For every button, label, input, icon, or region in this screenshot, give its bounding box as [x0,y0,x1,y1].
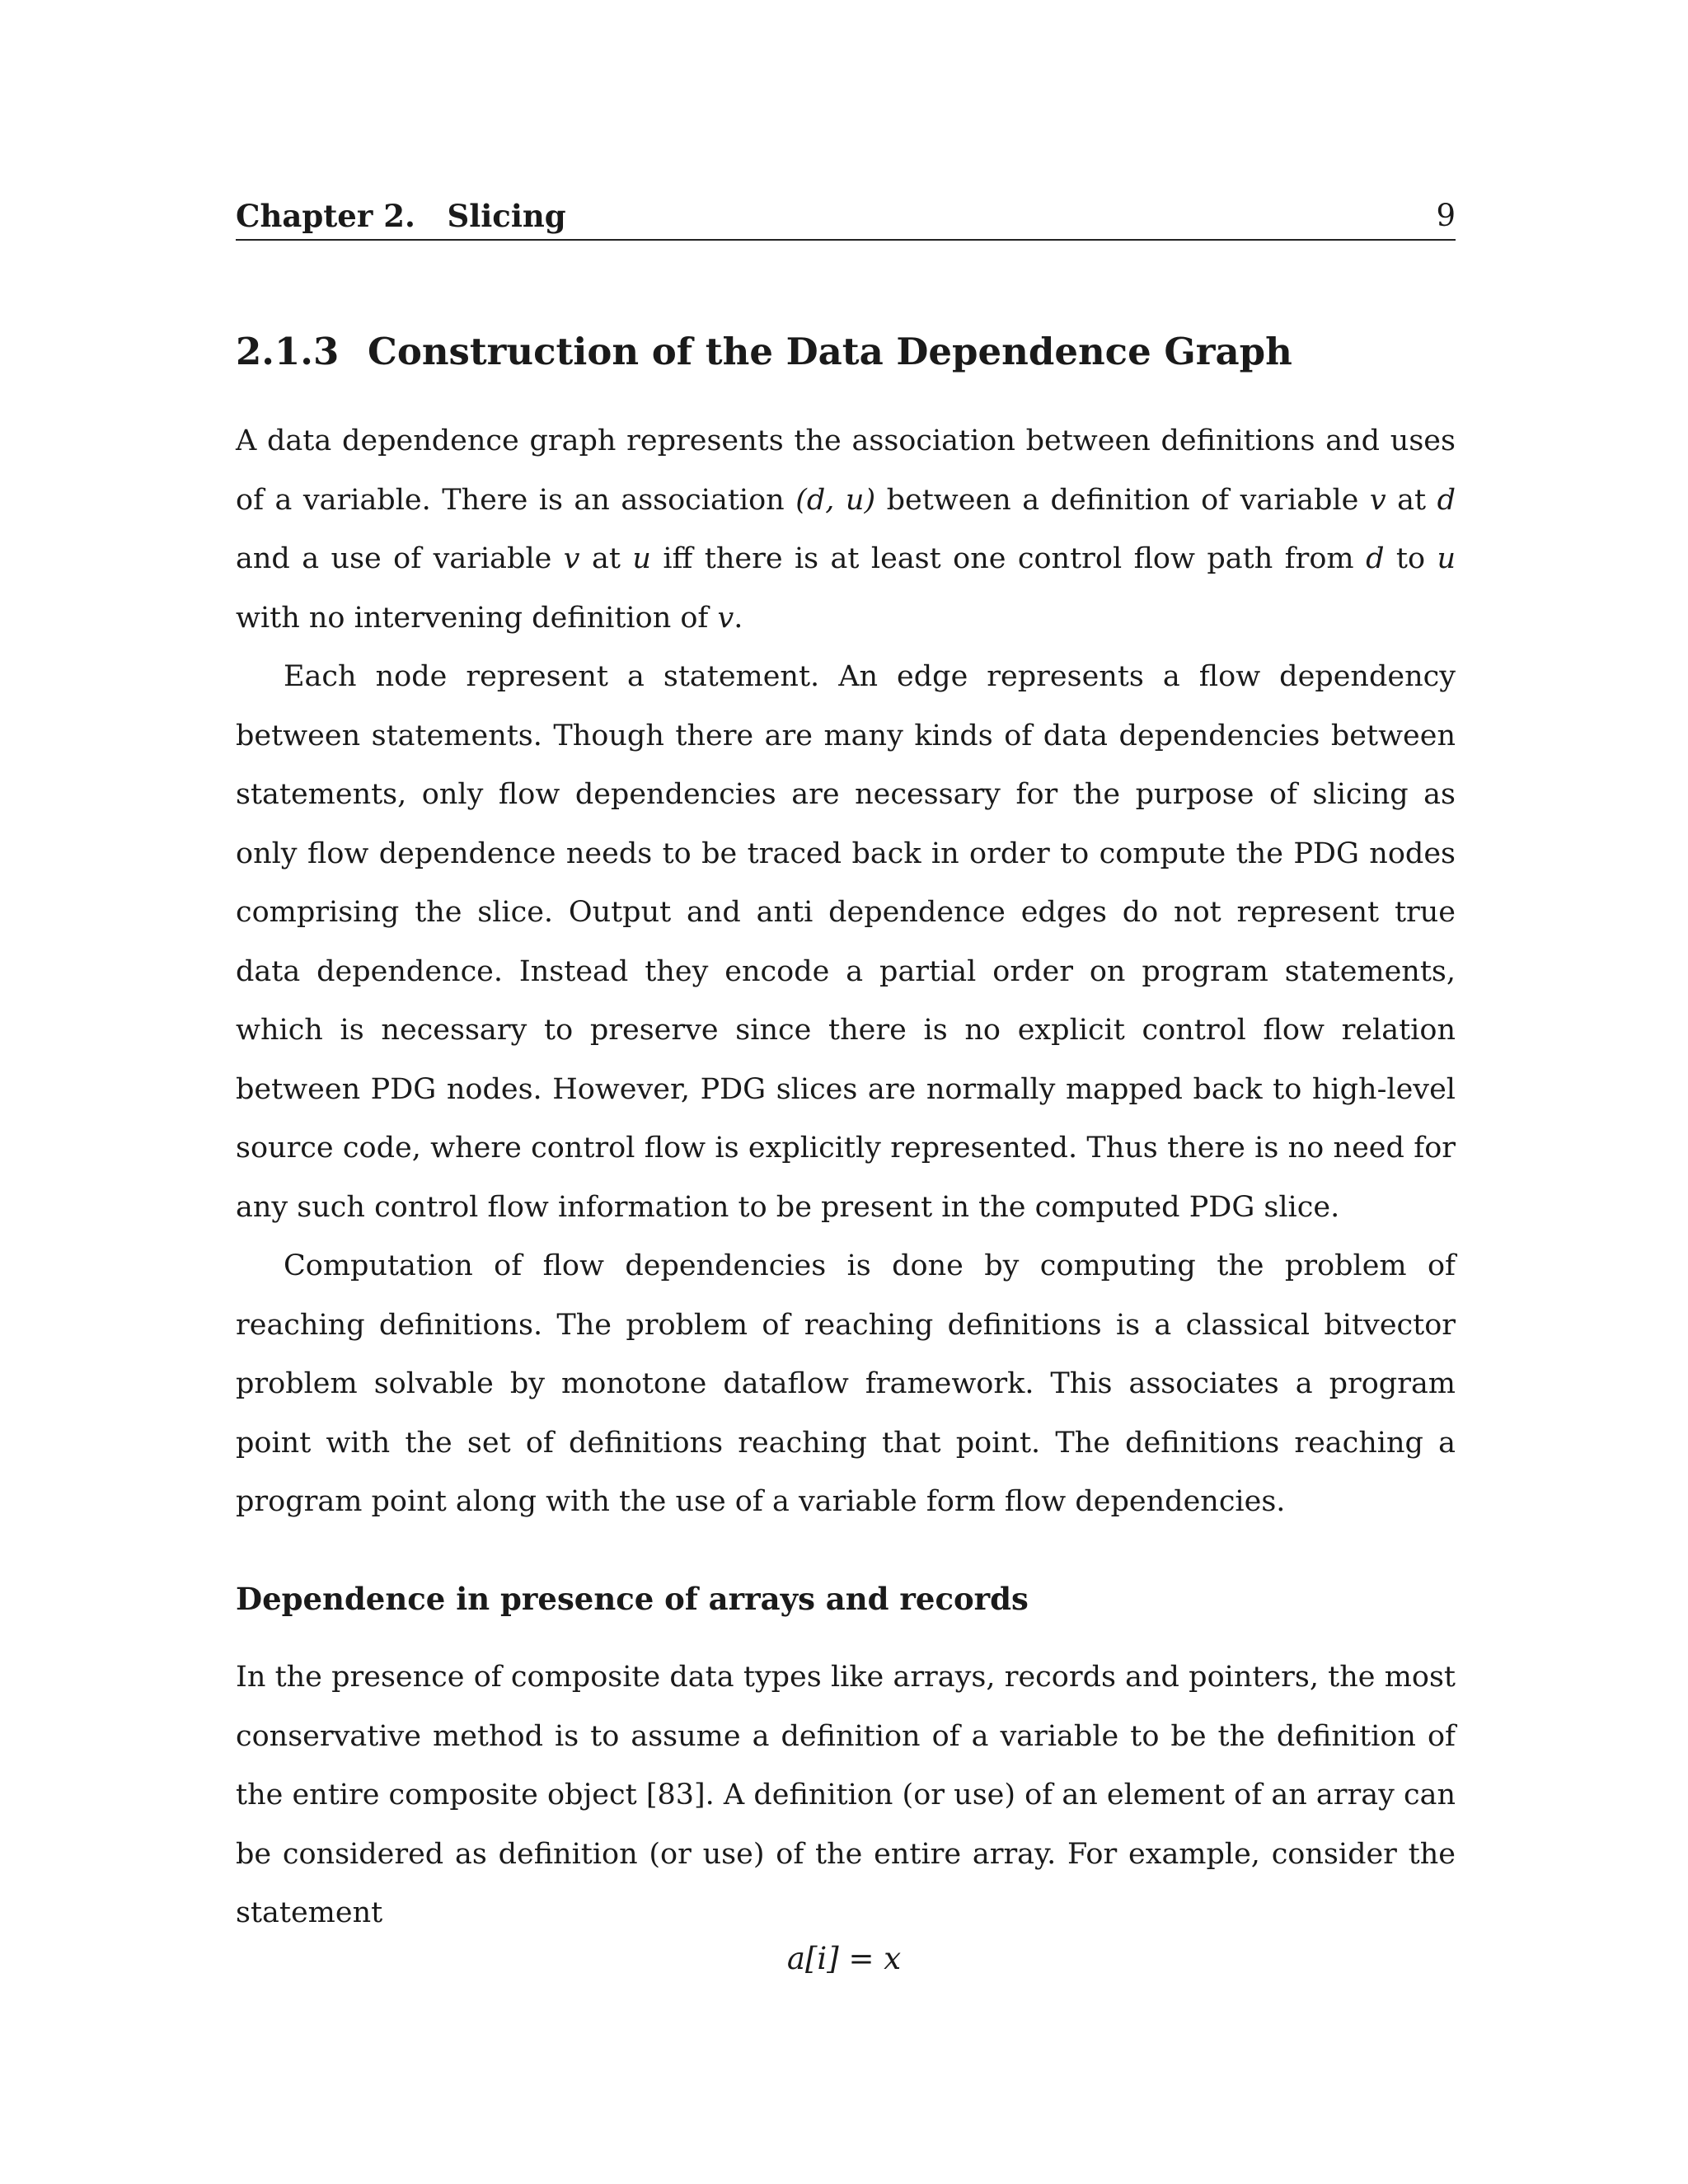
subsection-body [236,1648,1456,1943]
math-inline: (d, u) [795,483,876,517]
paragraph-3: Computation of flow dependencies is done by computing the problem of reaching definitions. The problem of reaching definitions is a classical bitvector problem solvable by monotone dataflow framework. This associates a program point with the set of definitions reaching that point. The definitions reaching a program point along with the use of a variable form flow dependencies. [236,1249,1456,1518]
math-inline: v [1369,483,1386,517]
paragraph-4: In the presence of composite data types like arrays, records and pointers, the most conservative method is to assume a definition of a variable to be the definition of the entire composite object [83]. A definition (or use) of an element of an array can be considered as definition (or use) of the entire array. For example, consider the statement [236,1661,1456,1929]
text: and a use of variable [236,542,564,575]
math-inline: d [1366,542,1385,575]
equation-text: a[i] = x [786,1941,902,1976]
math-inline: u [1437,542,1456,575]
text: between a definition of variable [875,483,1370,517]
math-inline: d [1437,483,1456,517]
subsection-heading: Dependence in presence of arrays and records [236,1581,1029,1617]
text: at [1386,483,1437,517]
text: to [1384,542,1437,575]
text: . [734,601,743,635]
math-inline: u [632,542,651,575]
display-equation [0,1941,1688,1976]
paragraph-1 [236,412,1456,648]
section-number: 2.1.3 [236,330,340,373]
text: at [579,542,633,575]
section-heading [236,330,1456,373]
math-inline: v [563,542,580,575]
math-inline: v [717,601,734,635]
text: iff there is at least one control flow path from [650,542,1367,575]
chapter-title: Chapter 2. Slicing [236,198,566,234]
section-title: Construction of the Data Dependence Graph [368,330,1292,373]
page-number: 9 [1436,198,1456,233]
text: with no intervening definition of [236,601,718,635]
text: A data dependence graph represents the association between definitions and uses of a variable. There is an association [236,424,1456,517]
section-body [236,412,1456,1532]
paragraph-2: Each node represent a statement. An edge represents a flow dependency between statements. Though there are many kinds of data dependencies between statements, only flow dependencies are necessary for the purpose of slicing as only flow dependence needs to be traced back in order to compute the PDG nodes comprising the slice. Output and anti dependence edges do not represent true data dependence. Instead they encode a partial order on program statements, which is necessary to preserve since there is no explicit control flow relation between PDG nodes. However, PDG slices are normally mapped back to high-level source code, where control flow is explicitly represented. Thus there is no need for any such control flow information to be present in the computed PDG slice. [236,660,1456,1224]
running-header [236,198,1456,241]
